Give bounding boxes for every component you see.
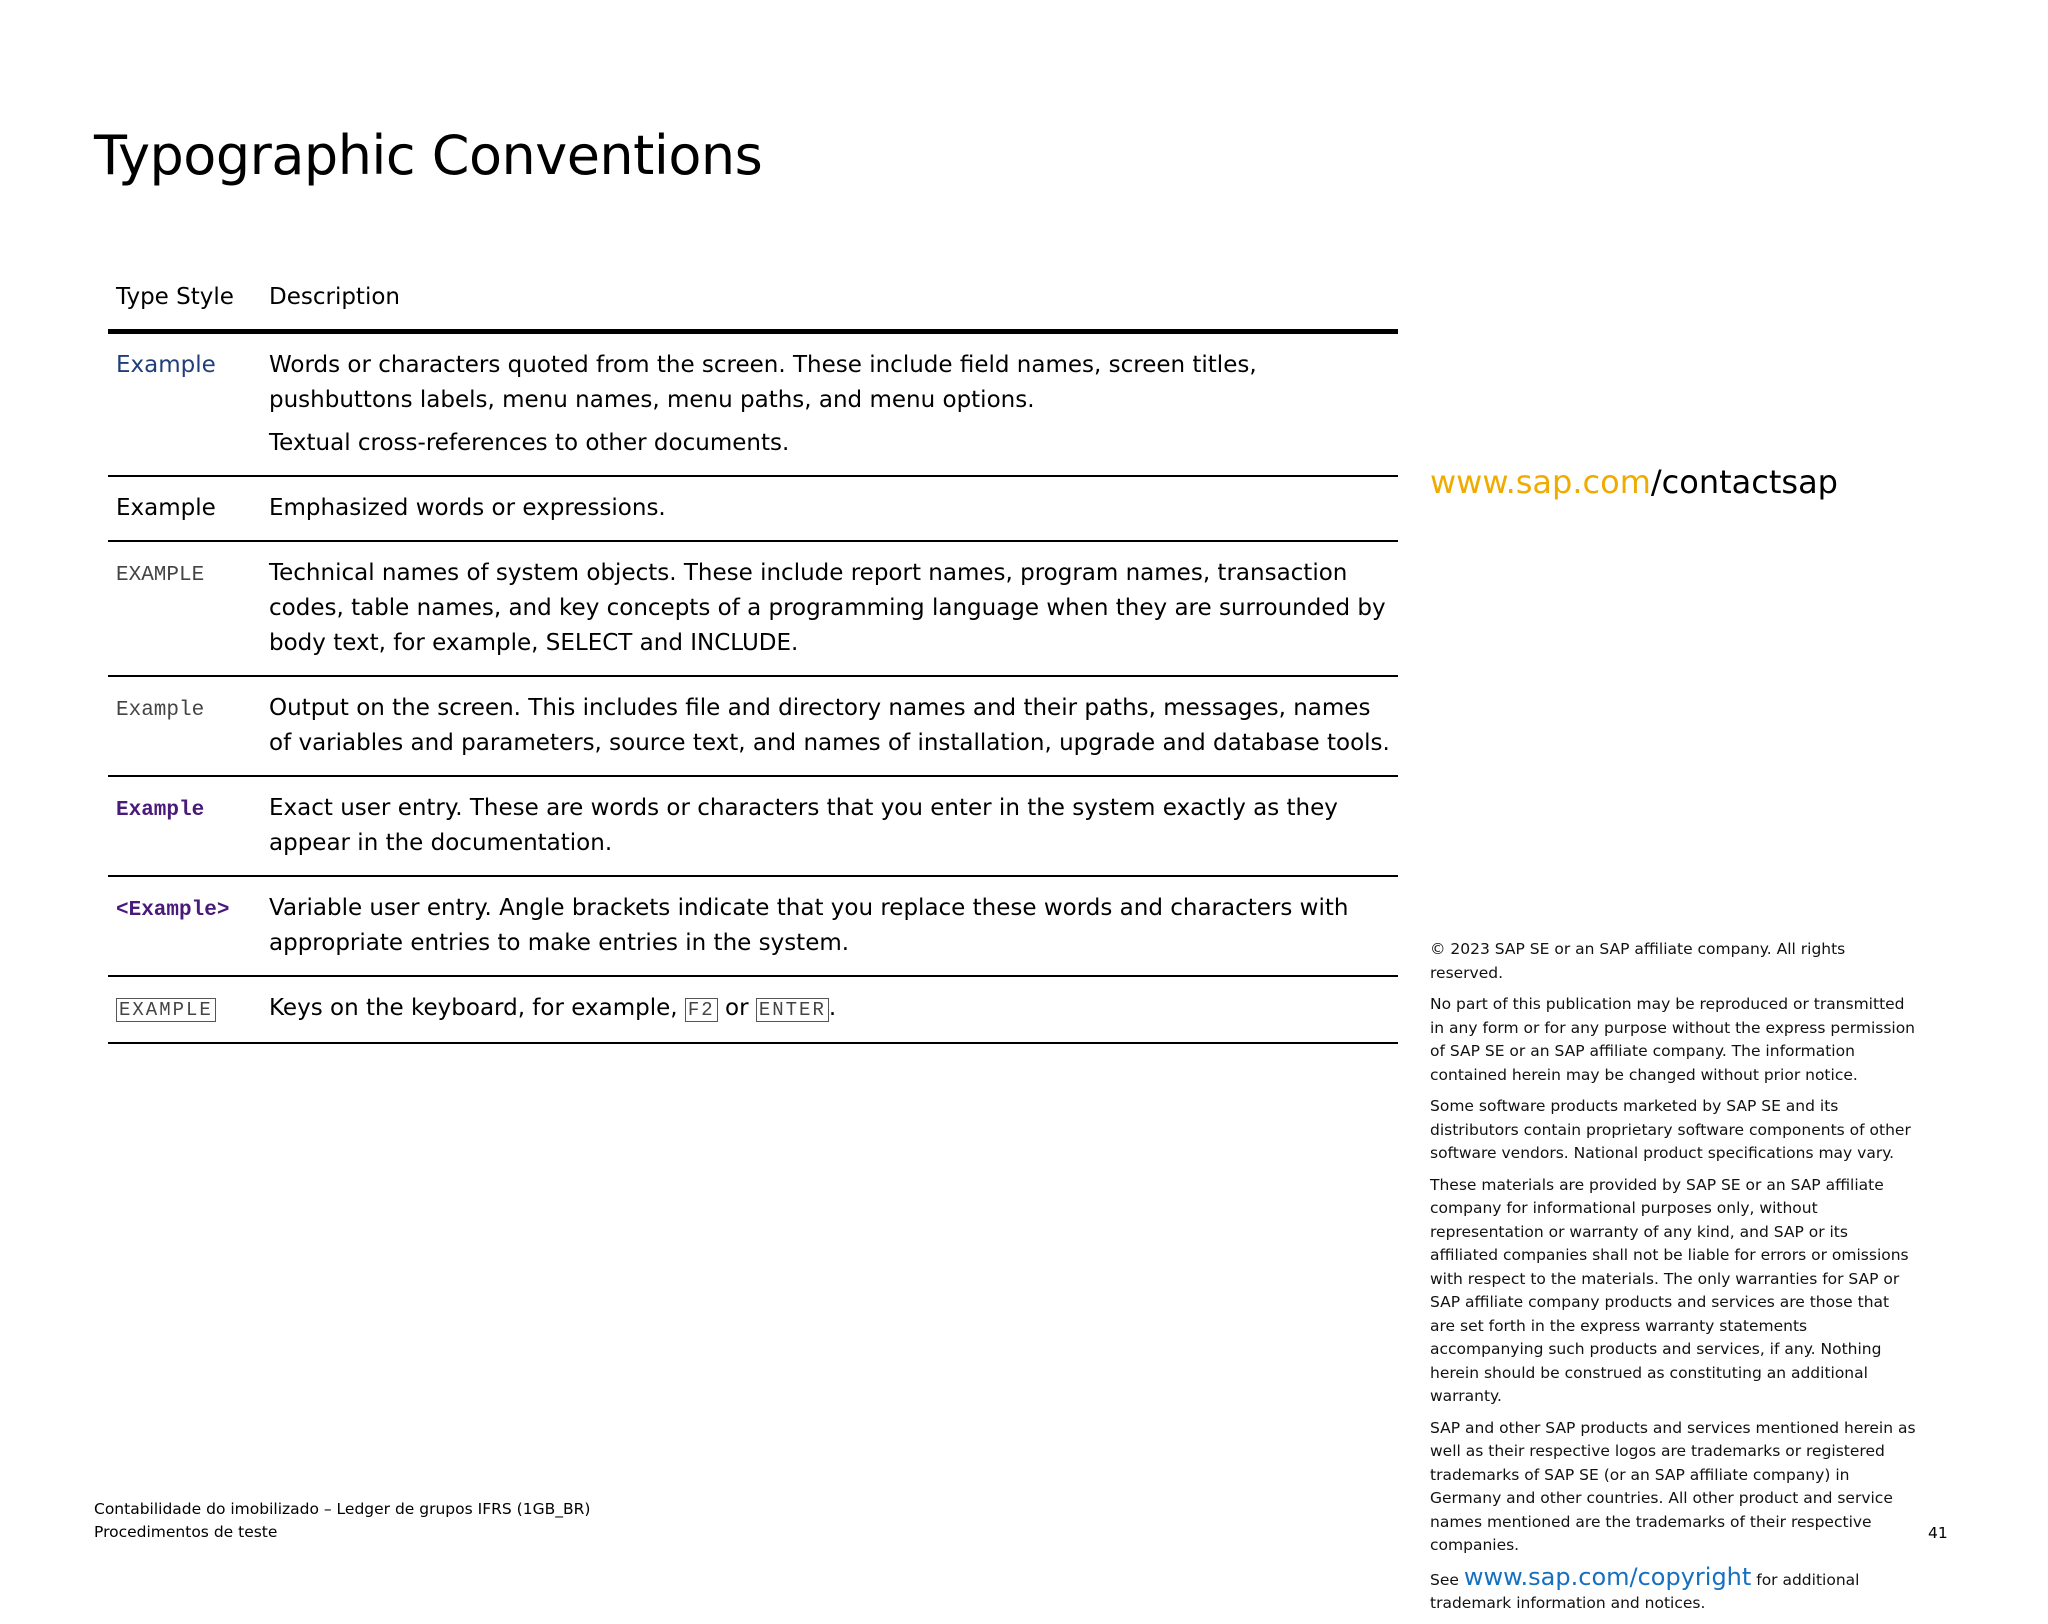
style-cell: [108, 976, 261, 1043]
page-footer: [94, 1498, 590, 1544]
see-suffix: for additional trademark information and notices.: [1430, 1570, 1860, 1612]
style-cell: [108, 776, 261, 876]
legal-see-copyright: [1430, 1562, 1918, 1616]
style-technical-example: EXAMPLE: [116, 564, 205, 587]
description-cell: [261, 476, 1398, 541]
style-key-example: EXAMPLE: [116, 998, 216, 1022]
contact-path[interactable]: /contactsap: [1650, 463, 1838, 501]
style-cell: [108, 332, 261, 477]
legal-paragraph: These materials are provided by SAP SE or an SAP affiliate company for informational purposes only, without representation or warranty of any kind, and SAP or its affiliated companies shall not be liable for errors or omissions with respect to the materials. The only warranties for SAP or SAP affiliate company products and services are those that are set forth in the express warranty statements accompanying such products and services, if any. Nothing herein should be construed as constituting an additional warranty.: [1430, 1175, 1909, 1405]
legal-paragraph: SAP and other SAP products and services mentioned herein as well as their respective logos are trademarks or registered trademarks of SAP SE (or an SAP affiliate company) in Germany and other countries. All other product and service names mentioned are the trademarks of their respective companies.: [1430, 1418, 1916, 1554]
table-row: [108, 876, 1398, 976]
description-text: Textual cross-references to other documents.: [269, 430, 790, 456]
description-cell: [261, 876, 1398, 976]
conventions-table: [108, 270, 1398, 1044]
description-cell: [261, 776, 1398, 876]
table-row: [108, 332, 1398, 477]
style-output-example: Example: [116, 699, 205, 722]
style-screen-example: Example: [116, 352, 216, 378]
legal-paragraph: Some software products marketed by SAP SE and its distributors contain proprietary software components of other software vendors. National product specifications may vary.: [1430, 1097, 1911, 1162]
keys-description-prefix: Keys on the keyboard, for example,: [269, 995, 678, 1021]
table-row: [108, 476, 1398, 541]
table-header-row: [108, 270, 1398, 332]
style-cell: [108, 476, 261, 541]
contact-link[interactable]: [1430, 460, 1838, 504]
keys-description-or: or: [725, 995, 749, 1021]
keys-description-suffix: .: [828, 995, 837, 1021]
contact-domain[interactable]: www.sap.com: [1430, 463, 1651, 501]
table-row: [108, 541, 1398, 676]
footer-section-title: Procedimentos de teste: [94, 1523, 278, 1541]
see-label: See: [1430, 1570, 1459, 1589]
table-row: [108, 676, 1398, 776]
copyright-link[interactable]: www.sap.com/copyright: [1463, 1562, 1752, 1591]
description-text: Technical names of system objects. These include report names, program names, transaction codes, table names, and key concepts of a programming language when they are surrounded by body text, for example, SELECT and INCLUDE.: [269, 560, 1386, 656]
legal-copyright: © 2023 SAP SE or an SAP affiliate company. All rights reserved.: [1430, 940, 1846, 982]
table-row: [108, 976, 1398, 1043]
description-text: Emphasized words or expressions.: [269, 495, 666, 521]
style-cell: [108, 876, 261, 976]
key-f2: F2: [685, 998, 718, 1022]
description-cell: [261, 976, 1398, 1043]
style-emphasis-example: Example: [116, 495, 216, 521]
table-row: [108, 776, 1398, 876]
header-description: Description: [261, 270, 1398, 332]
description-text: Exact user entry. These are words or characters that you enter in the system exactly as they appear in the documentation.: [269, 795, 1338, 856]
key-enter: ENTER: [756, 998, 829, 1022]
description-cell: [261, 332, 1398, 477]
description-cell: [261, 541, 1398, 676]
header-type-style: Type Style: [108, 270, 261, 332]
legal-paragraph: No part of this publication may be reproduced or transmitted in any form or for any purpose without the express permission of SAP SE or an SAP affiliate company. The information contained herein may be changed without prior notice.: [1430, 995, 1916, 1084]
style-cell: [108, 541, 261, 676]
page-number: 41: [1928, 1524, 1948, 1542]
description-text: Output on the screen. This includes file and directory names and their paths, messages, names of variables and parameters, source text, and names of installation, upgrade and database tools.: [269, 695, 1390, 756]
style-cell: [108, 676, 261, 776]
description-text: Variable user entry. Angle brackets indicate that you replace these words and characters with appropriate entries to make entries in the system.: [269, 895, 1349, 956]
page-title: Typographic Conventions: [94, 124, 763, 187]
description-text: Words or characters quoted from the screen. These include field names, screen titles, pushbuttons labels, menu names, menu paths, and menu options.: [269, 352, 1257, 413]
style-user-entry-example: Example: [116, 799, 205, 822]
footer-document-title: Contabilidade do imobilizado – Ledger de grupos IFRS (1GB_BR): [94, 1500, 591, 1518]
description-text: [269, 991, 1390, 1028]
legal-notice: [1430, 938, 1918, 1624]
style-variable-entry-example: <Example>: [116, 899, 230, 922]
description-cell: [261, 676, 1398, 776]
